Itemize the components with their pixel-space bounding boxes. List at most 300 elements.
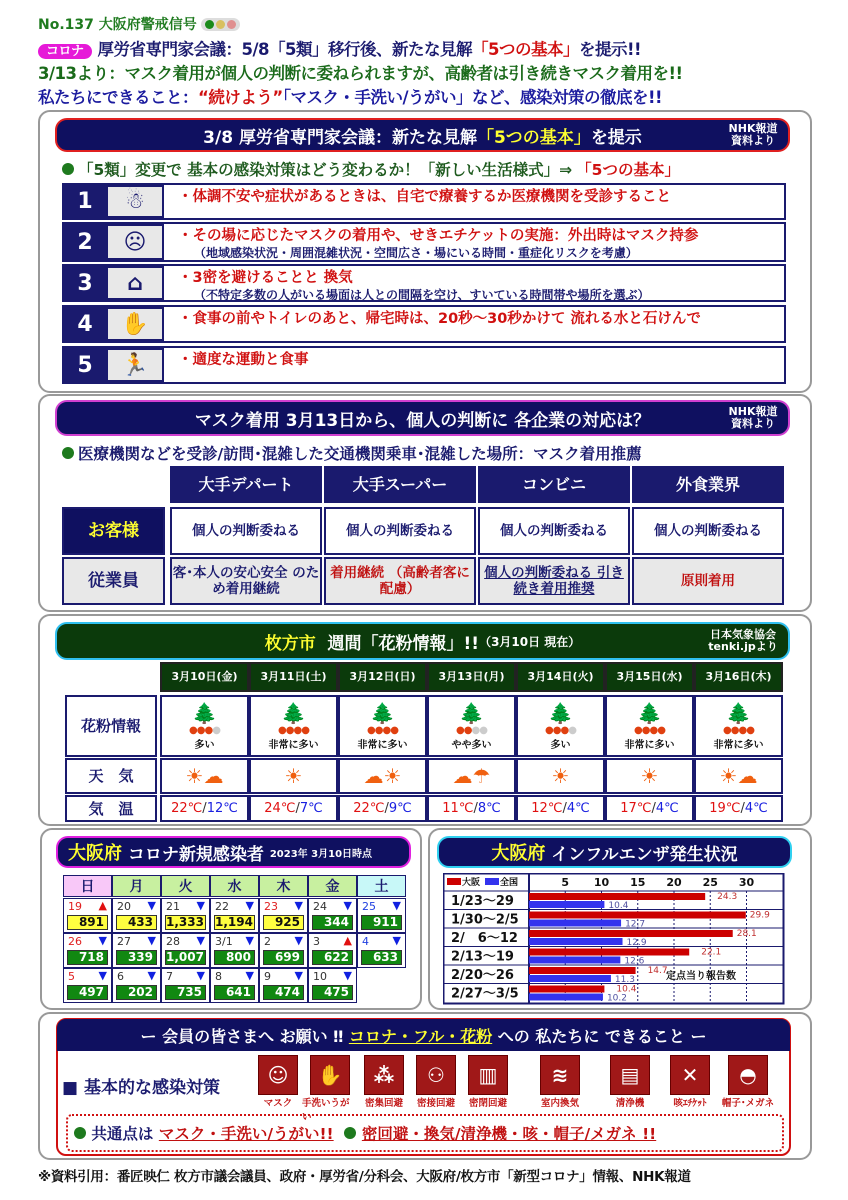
day-number: 4 bbox=[362, 935, 369, 948]
arrow-down-icon: ▼ bbox=[294, 934, 303, 947]
request-title: ー 会員の皆さまへ お願い ‼ bbox=[140, 1026, 344, 1046]
bar-national bbox=[529, 901, 604, 908]
category-label: 2/20～26 bbox=[451, 968, 514, 983]
category-label: 1/30～2/5 bbox=[451, 912, 519, 928]
case-count: 891 bbox=[67, 915, 108, 930]
chart-annotation: 定点当り報告数 bbox=[666, 971, 736, 982]
pollen-level: やや多い bbox=[451, 740, 492, 751]
temp-sep: / bbox=[473, 801, 478, 816]
calendar-day bbox=[63, 898, 112, 933]
tree-icon: 🌲 bbox=[637, 701, 662, 725]
calendar-day bbox=[357, 933, 406, 968]
request-icon-item bbox=[720, 1055, 776, 1109]
pollen-level: 非常に多い bbox=[624, 740, 675, 751]
weather-icon: ☀ bbox=[640, 764, 659, 788]
company-cell: 原則着用 bbox=[632, 557, 784, 605]
common-label: 共通点は bbox=[91, 1125, 154, 1143]
day-number: 5 bbox=[68, 970, 75, 983]
company-cell: 客･本人の安心安全 のため着用継続 bbox=[170, 557, 322, 605]
case-count: 202 bbox=[116, 985, 157, 1000]
covid-title: コロナ新規感染者 bbox=[127, 844, 264, 865]
calendar-day bbox=[210, 898, 259, 933]
column-header: 大手デパート bbox=[170, 466, 322, 503]
bullet-icon bbox=[74, 1127, 86, 1139]
bar-national bbox=[529, 920, 621, 927]
temp-cell bbox=[338, 795, 427, 822]
row-label: お客様 bbox=[62, 507, 165, 555]
case-count: 718 bbox=[67, 950, 108, 965]
request-title-end: への 私たちに できること ー bbox=[497, 1026, 707, 1046]
case-count: 1,007 bbox=[165, 950, 206, 965]
request-icon-item bbox=[302, 1055, 358, 1123]
item-main: ・食事の前やトイレのあと、帰宅時は、20秒～30秒かけて 流れる水と石けんで bbox=[178, 311, 701, 327]
bar-osaka bbox=[529, 893, 705, 900]
temp-sep: / bbox=[202, 801, 207, 816]
window-ventilation-icon: ⌂ bbox=[106, 266, 164, 300]
pollen-cell bbox=[338, 695, 427, 757]
temp-cell bbox=[605, 795, 694, 822]
company-cell: 個人の判断委ねる bbox=[324, 507, 476, 555]
column-header: コンビニ bbox=[478, 466, 630, 503]
headline-3-end: 「マスク・手洗い/うがい」など、感染対策の徹底を!! bbox=[282, 88, 663, 107]
temp-high: 22℃ bbox=[171, 801, 203, 816]
mask-subtitle bbox=[62, 442, 642, 464]
arrow-down-icon: ▼ bbox=[245, 899, 254, 912]
thermometer-person-icon: ☃ bbox=[106, 185, 164, 218]
item-note: （地域感染状況・周囲混雑状況・空間広さ・場にいる時間・重症化リスクを考慮） bbox=[194, 246, 638, 260]
weekday-header: 火 bbox=[161, 875, 210, 897]
arrow-down-icon: ▼ bbox=[196, 969, 205, 982]
pollen-date: 3月11日(土) bbox=[249, 662, 338, 692]
bar-national bbox=[529, 975, 611, 982]
case-count: 339 bbox=[116, 950, 157, 965]
basics-subtitle-highlight: 「5つの基本」 bbox=[576, 161, 680, 179]
request-icon-item bbox=[250, 1055, 306, 1109]
basics-subtitle bbox=[62, 158, 680, 180]
traffic-signal-icon bbox=[201, 18, 240, 31]
value-label-national: 10.2 bbox=[606, 993, 627, 1004]
basics-item bbox=[62, 222, 786, 262]
pollen-cell bbox=[694, 695, 783, 757]
bar-osaka bbox=[529, 912, 746, 919]
weekday-header: 水 bbox=[210, 875, 259, 897]
weather-icon: ☁☀ bbox=[363, 764, 402, 788]
ventilation-icon: ≋ bbox=[540, 1055, 580, 1095]
basics-item bbox=[62, 264, 786, 302]
request-icon-label: 密接回避 bbox=[416, 1098, 455, 1109]
case-count: 735 bbox=[165, 985, 206, 1000]
arrow-down-icon: ▼ bbox=[392, 934, 401, 947]
value-label-national: 12.6 bbox=[624, 956, 645, 967]
temp-high: 22℃ bbox=[353, 801, 385, 816]
covid-title-bar bbox=[56, 836, 411, 868]
covid-date: 2023年 3月10日時点 bbox=[269, 848, 373, 860]
mask-title-bar bbox=[55, 400, 790, 436]
crowd-icon: ⁂ bbox=[364, 1055, 404, 1095]
item-text bbox=[164, 348, 309, 382]
arrow-down-icon: ▼ bbox=[343, 969, 352, 982]
bullet-icon bbox=[344, 1127, 356, 1139]
request-label: ■ 基本的な感染対策 bbox=[62, 1078, 220, 1098]
mask-title: マスク着用 3月13日から、個人の判断に 各企業の対応は？ bbox=[194, 410, 651, 431]
temp-low: 8℃ bbox=[477, 801, 501, 816]
common-points bbox=[66, 1114, 784, 1152]
calendar-day bbox=[161, 968, 210, 1003]
legend-national: 全国 bbox=[500, 878, 519, 888]
calendar-day bbox=[63, 933, 112, 968]
value-label-osaka: 10.4 bbox=[616, 984, 637, 995]
calendar-day bbox=[259, 968, 308, 1003]
headline-3-highlight: “続けよう” bbox=[198, 88, 283, 107]
day-number: 6 bbox=[117, 970, 124, 983]
weather-cell bbox=[160, 758, 249, 794]
item-main: ・その場に応じたマスクの着用や、せきエチケットの実施：外出時はマスク持参 bbox=[178, 228, 699, 244]
arrow-down-icon: ▼ bbox=[98, 969, 107, 982]
arrow-down-icon: ▼ bbox=[147, 934, 156, 947]
temp-sep: / bbox=[651, 801, 656, 816]
request-icon-label: 手洗いうがい bbox=[302, 1098, 350, 1123]
bar-osaka bbox=[529, 967, 636, 974]
handwash-icon: ✋ bbox=[310, 1055, 350, 1095]
column-header: 外食業界 bbox=[632, 466, 784, 503]
mask-icon: ☺ bbox=[258, 1055, 298, 1095]
item-number: 2 bbox=[64, 224, 106, 260]
arrow-down-icon: ▼ bbox=[343, 899, 352, 912]
pollen-level-empty: ●● bbox=[471, 725, 487, 736]
item-main: ・適度な運動と食事 bbox=[178, 352, 309, 368]
request-icon-label: 咳ｴﾁｹｯﾄ bbox=[673, 1098, 707, 1109]
bar-national bbox=[529, 994, 603, 1001]
day-number: 24 bbox=[313, 900, 327, 913]
case-count: 475 bbox=[312, 985, 353, 1000]
day-number: 3/1 bbox=[215, 935, 233, 948]
legend-osaka: 大阪 bbox=[462, 878, 481, 888]
weather-icon: ☀☁ bbox=[185, 764, 224, 788]
weather-cell bbox=[249, 758, 338, 794]
pollen-title-bar bbox=[55, 622, 790, 660]
day-number: 28 bbox=[166, 935, 180, 948]
pollen-row-label: 花粉情報 bbox=[65, 695, 157, 757]
temp-low: 9℃ bbox=[388, 801, 412, 816]
case-count: 622 bbox=[312, 950, 353, 965]
day-number: 23 bbox=[264, 900, 278, 913]
tree-icon: 🌲 bbox=[459, 701, 484, 725]
pollen-date: 3月12日(日) bbox=[338, 662, 427, 692]
arrow-down-icon: ▼ bbox=[294, 899, 303, 912]
tree-icon: 🌲 bbox=[548, 701, 573, 725]
case-count: 800 bbox=[214, 950, 255, 965]
basics-title-highlight: 「5つの基本」 bbox=[476, 127, 591, 148]
calendar-day bbox=[112, 933, 161, 968]
bullet-icon bbox=[62, 163, 74, 175]
item-text bbox=[164, 266, 650, 300]
day-number: 3 bbox=[313, 935, 320, 948]
temp-cell bbox=[160, 795, 249, 822]
footer-citation: ※資料引用：番匠映仁 枚方市議会議員、政府・厚労省/分科会、大阪府/枚方市「新型コロナ」情報、NHK報道 bbox=[38, 1169, 691, 1185]
temp-sep: / bbox=[562, 801, 567, 816]
cough-icon: ✕ bbox=[670, 1055, 710, 1095]
x-tick-label: 15 bbox=[630, 876, 646, 889]
x-tick-label: 5 bbox=[561, 876, 570, 889]
day-number: 26 bbox=[68, 935, 82, 948]
value-label-national: 11.3 bbox=[614, 975, 635, 985]
x-tick-label: 30 bbox=[738, 876, 755, 889]
temp-high: 17℃ bbox=[620, 801, 652, 816]
weather-cell bbox=[516, 758, 605, 794]
weekday-header: 土 bbox=[357, 875, 406, 897]
item-text bbox=[164, 307, 701, 341]
corona-badge: コロナ bbox=[38, 44, 92, 59]
item-number: 4 bbox=[64, 307, 106, 341]
pollen-date: 3月13日(月) bbox=[427, 662, 516, 692]
request-icon-item bbox=[356, 1055, 412, 1109]
calendar-day bbox=[308, 968, 357, 1003]
temp-sep: / bbox=[740, 801, 745, 816]
day-number: 22 bbox=[215, 900, 229, 913]
handwash-icon: ✋ bbox=[106, 307, 164, 341]
request-icon-label: 密集回避 bbox=[364, 1098, 403, 1109]
basics-item bbox=[62, 183, 786, 220]
x-tick-label: 25 bbox=[702, 876, 718, 889]
weather-icon: ☀☁ bbox=[719, 764, 758, 788]
issue-title: No.137 大阪府警戒信号 bbox=[38, 17, 197, 33]
value-label-national: 10.4 bbox=[608, 901, 629, 911]
case-count: 474 bbox=[263, 985, 304, 1000]
headline-1 bbox=[38, 36, 641, 60]
request-icon-item bbox=[662, 1055, 718, 1109]
calendar-day bbox=[63, 968, 112, 1003]
request-icon-item bbox=[460, 1055, 516, 1109]
case-count: 1,194 bbox=[214, 915, 255, 930]
bar-osaka bbox=[529, 986, 604, 993]
day-number: 19 bbox=[68, 900, 82, 913]
bullet-icon bbox=[62, 447, 74, 459]
arrow-down-icon: ▼ bbox=[196, 934, 205, 947]
day-number: 7 bbox=[166, 970, 173, 983]
headline-text: 厚労省専門家会議：5/8「5類」移行後、新たな見解 bbox=[97, 40, 472, 59]
case-count: 344 bbox=[312, 915, 353, 930]
pollen-date: 3月14日(火) bbox=[516, 662, 605, 692]
request-icon-label: 密閉回避 bbox=[468, 1098, 507, 1109]
common-hygiene: マスク・手洗い/うがい!! bbox=[158, 1125, 334, 1143]
pollen-level: 多い bbox=[550, 740, 571, 751]
x-tick-label: 10 bbox=[593, 876, 610, 889]
basics-item bbox=[62, 346, 786, 384]
column-header: 大手スーパー bbox=[324, 466, 476, 503]
case-count: 925 bbox=[263, 915, 304, 930]
category-label: 1/23～29 bbox=[451, 894, 514, 909]
day-number: 8 bbox=[215, 970, 222, 983]
calendar-day bbox=[112, 898, 161, 933]
temp-sep: / bbox=[384, 801, 389, 816]
pollen-date: 3月16日(木) bbox=[694, 662, 783, 692]
x-tick-label: 20 bbox=[666, 876, 682, 889]
mask-source: NHK報道 資料より bbox=[728, 405, 778, 430]
weekday-header: 金 bbox=[308, 875, 357, 897]
covid-pref: 大阪府 bbox=[68, 843, 122, 864]
temp-high: 12℃ bbox=[531, 801, 563, 816]
pollen-level-dots: ●●●● bbox=[545, 725, 576, 736]
calendar-day bbox=[161, 933, 210, 968]
request-icon-item bbox=[408, 1055, 464, 1109]
arrow-down-icon: ▼ bbox=[245, 969, 254, 982]
close-contact-icon: ⚇ bbox=[416, 1055, 456, 1095]
arrow-down-icon: ▼ bbox=[294, 969, 303, 982]
pollen-title: 週間「花粉情報」!! bbox=[327, 633, 480, 654]
calendar-day bbox=[308, 933, 357, 968]
pollen-date: 3月15日(水) bbox=[605, 662, 694, 692]
case-count: 1,333 bbox=[165, 915, 206, 930]
company-cell: 個人の判断委ねる bbox=[632, 507, 784, 555]
arrow-down-icon: ▼ bbox=[392, 899, 401, 912]
request-icon-label: 室内換気 bbox=[540, 1098, 579, 1109]
basics-title: 3/8 厚労省専門家会議：新たな見解 bbox=[203, 127, 477, 148]
pollen-city: 枚方市 bbox=[264, 633, 316, 654]
case-count: 433 bbox=[116, 915, 157, 930]
flu-title-bar bbox=[437, 836, 792, 868]
weekday-header: 日 bbox=[63, 875, 112, 897]
day-number: 2 bbox=[264, 935, 271, 948]
arrow-down-icon: ▼ bbox=[196, 899, 205, 912]
case-count: 911 bbox=[361, 915, 402, 930]
pollen-level: 非常に多い bbox=[713, 740, 764, 751]
calendar-day bbox=[308, 898, 357, 933]
pollen-level-dots: ●●●● bbox=[189, 725, 220, 736]
mask-subtitle-text: 医療機関などを受診/訪問･混雑した交通機関乗車･混雑した場所：マスク着用推薦 bbox=[78, 445, 642, 463]
request-highlight: コロナ・フル・花粉 bbox=[348, 1026, 493, 1046]
company-cell: 個人の判断委ねる 引き続き着用推奨 bbox=[478, 557, 630, 605]
temp-low: 4℃ bbox=[655, 801, 679, 816]
temp-high: 24℃ bbox=[264, 801, 296, 816]
pollen-cell bbox=[427, 695, 516, 757]
tree-icon: 🌲 bbox=[281, 701, 306, 725]
day-number: 20 bbox=[117, 900, 131, 913]
request-icon-label: 帽子･メガネ bbox=[721, 1098, 775, 1109]
item-text bbox=[164, 185, 671, 218]
headline-3-text: 私たちにできること： bbox=[38, 88, 198, 107]
weather-cell bbox=[427, 758, 516, 794]
issue-header bbox=[38, 14, 240, 34]
tree-icon: 🌲 bbox=[726, 701, 751, 725]
headline-highlight: 「5つの基本」 bbox=[471, 40, 579, 59]
basics-item bbox=[62, 305, 786, 343]
pollen-cell bbox=[605, 695, 694, 757]
value-label-osaka: 22.1 bbox=[701, 947, 722, 958]
pollen-level-empty: ● bbox=[568, 725, 576, 736]
headline-text-end: を提示!! bbox=[578, 40, 642, 59]
item-main: ・3密を避けることと 換気 bbox=[178, 270, 353, 286]
temp-low: 4℃ bbox=[744, 801, 768, 816]
temp-high: 11℃ bbox=[442, 801, 474, 816]
case-count: 497 bbox=[67, 985, 108, 1000]
category-label: 2/ 6～12 bbox=[451, 931, 518, 946]
item-number: 3 bbox=[64, 266, 106, 300]
basics-subtitle-text: 「5類」変更で 基本の感染対策はどう変わるか！「新しい生活様式」⇒ bbox=[78, 161, 573, 179]
temp-cell bbox=[516, 795, 605, 822]
day-number: 27 bbox=[117, 935, 131, 948]
flu-pref: 大阪府 bbox=[491, 843, 546, 864]
temp-cell bbox=[694, 795, 783, 822]
basics-source: NHK報道 資料より bbox=[728, 122, 778, 147]
pollen-cell bbox=[516, 695, 605, 757]
pollen-level: 多い bbox=[194, 740, 215, 751]
arrow-down-icon: ▼ bbox=[245, 934, 254, 947]
temp-cell bbox=[249, 795, 338, 822]
calendar-day bbox=[112, 968, 161, 1003]
tree-icon: 🌲 bbox=[370, 701, 395, 725]
item-main: ・体調不安や症状があるときは、自宅で療養するか医療機関を受診すること bbox=[178, 189, 671, 205]
flu-chart bbox=[443, 873, 785, 1005]
request-icon-item bbox=[532, 1055, 588, 1109]
bar-osaka bbox=[529, 930, 733, 937]
item-number: 5 bbox=[64, 348, 106, 382]
item-number: 1 bbox=[64, 185, 106, 218]
value-label-national: 12.7 bbox=[625, 919, 646, 930]
basics-title-end: を提示 bbox=[590, 127, 642, 148]
pollen-level-empty: ● bbox=[212, 725, 220, 736]
weather-icon: ☀ bbox=[284, 764, 303, 788]
request-icon-item bbox=[602, 1055, 658, 1109]
bar-osaka bbox=[529, 949, 689, 956]
weather-icon: ☁☂ bbox=[452, 764, 491, 788]
value-label-osaka: 24.3 bbox=[717, 892, 738, 902]
pollen-level: 非常に多い bbox=[357, 740, 408, 751]
mask-person-icon: ☹ bbox=[106, 224, 164, 260]
legend-swatch-osaka bbox=[447, 878, 461, 885]
temp-low: 4℃ bbox=[566, 801, 590, 816]
category-label: 2/13～19 bbox=[451, 949, 514, 965]
calendar-day bbox=[210, 968, 259, 1003]
air-purifier-icon: ▤ bbox=[610, 1055, 650, 1095]
arrow-down-icon: ▼ bbox=[147, 899, 156, 912]
row-label: 従業員 bbox=[62, 557, 165, 605]
pollen-level-dots: ●●●● bbox=[367, 725, 398, 736]
case-count: 641 bbox=[214, 985, 255, 1000]
case-count: 633 bbox=[361, 950, 402, 965]
value-label-osaka: 29.9 bbox=[749, 910, 770, 921]
headline-3 bbox=[38, 84, 662, 108]
calendar-day bbox=[210, 933, 259, 968]
headline-2: 3/13より：マスク着用が個人の判断に委ねられますが、高齢者は引き続きマスク着用を!! bbox=[38, 64, 683, 83]
bar-national bbox=[529, 957, 620, 964]
calendar-day bbox=[259, 898, 308, 933]
weather-icon: ☀ bbox=[551, 764, 570, 788]
pollen-level: 非常に多い bbox=[268, 740, 319, 751]
company-cell: 個人の判断委ねる bbox=[170, 507, 322, 555]
temp-cell bbox=[427, 795, 516, 822]
pollen-date: （3月10日 現在） bbox=[479, 634, 581, 649]
pollen-cell bbox=[249, 695, 338, 757]
pollen-row-label: 天 気 bbox=[65, 758, 157, 794]
arrow-down-icon: ▼ bbox=[147, 969, 156, 982]
value-label-osaka: 28.1 bbox=[736, 929, 757, 939]
case-count: 699 bbox=[263, 950, 304, 965]
pollen-level-dots: ●●●● bbox=[278, 725, 309, 736]
temp-high: 19℃ bbox=[709, 801, 741, 816]
arrow-down-icon: ▼ bbox=[98, 934, 107, 947]
day-number: 10 bbox=[313, 970, 327, 983]
pollen-source: 日本気象協会 tenki.jpより bbox=[708, 628, 778, 653]
pollen-level-dots: ●●●● bbox=[456, 725, 487, 736]
weather-cell bbox=[605, 758, 694, 794]
pollen-date: 3月10日(金) bbox=[160, 662, 249, 692]
bar-national bbox=[529, 938, 623, 945]
pollen-row-label: 気 温 bbox=[65, 795, 157, 822]
arrow-up-icon: ▲ bbox=[98, 899, 107, 912]
pollen-level-dots: ●●●● bbox=[634, 725, 665, 736]
item-note: （不特定多数の人がいる場面は人との間隔を空け、すいている時間帯や場所を選ぶ） bbox=[194, 288, 650, 302]
closed-space-icon: ▥ bbox=[468, 1055, 508, 1095]
